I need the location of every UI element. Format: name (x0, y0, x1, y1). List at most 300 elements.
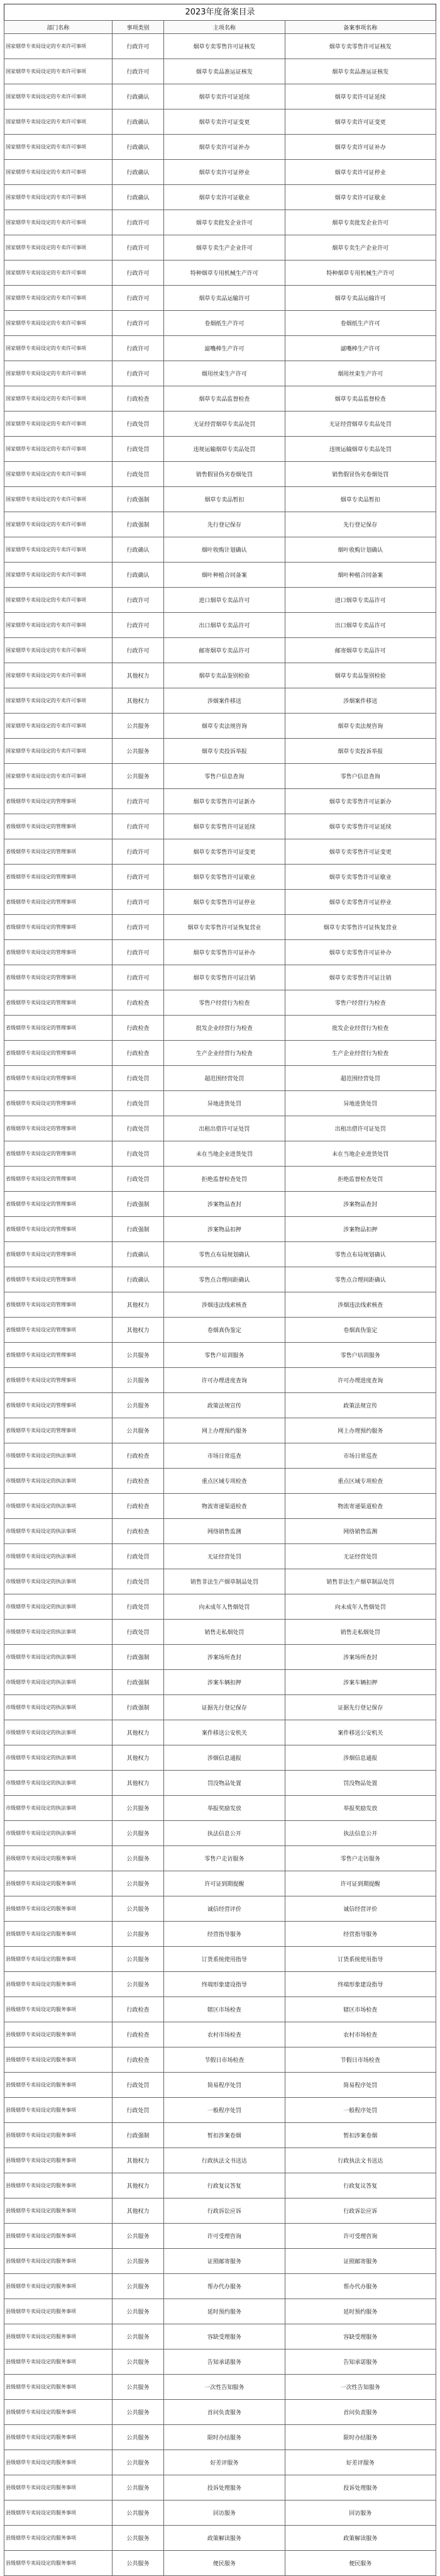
filing-item-cell: 经营指导服务 (285, 1922, 436, 1947)
category-cell: 行政处罚 (112, 1620, 163, 1645)
table-row (4, 739, 436, 764)
table-row (4, 1267, 436, 1292)
table-row (4, 412, 436, 437)
category-cell: 行政许可 (112, 235, 163, 260)
filing-item-cell: 重点区域专项检查 (285, 1469, 436, 1494)
filing-item-cell: 烟草专卖品运输许可 (285, 286, 436, 311)
table-row (4, 1594, 436, 1620)
filing-item-cell: 行政执法文书送达 (285, 2148, 436, 2173)
main-item-cell: 涉案物品查封 (164, 1192, 285, 1217)
main-item-cell: 生产企业经营行为检查 (164, 1041, 285, 1066)
category-cell: 公共服务 (112, 714, 163, 739)
department-cell: 国家烟草专卖局设定的专卖许可事项 (4, 663, 113, 688)
filing-item-cell: 烟草专卖零售许可证核发 (285, 34, 436, 59)
table-body (4, 34, 436, 2576)
main-item-cell: 举报奖励发放 (164, 1796, 285, 1821)
category-cell: 其他权力 (112, 1771, 163, 1796)
table-row (4, 84, 436, 109)
column-header-main-item: 主项名称 (164, 21, 285, 34)
category-cell: 行政许可 (112, 361, 163, 386)
filing-item-cell: 烟草专卖品暂扣 (285, 487, 436, 512)
category-cell: 其他权力 (112, 2173, 163, 2198)
table-row (4, 2450, 436, 2475)
table-row (4, 2148, 436, 2173)
main-item-cell: 案件移送公安机关 (164, 1720, 285, 1745)
table-row (4, 2073, 436, 2098)
department-cell: 县级烟草专卖局设定的服务事项 (4, 2123, 113, 2148)
table-row (4, 1896, 436, 1922)
table-row (4, 789, 436, 814)
main-item-cell: 拒绝监督检查处罚 (164, 1167, 285, 1192)
category-cell: 行政确认 (112, 135, 163, 160)
table-row (4, 1846, 436, 1871)
main-item-cell: 未在当地企业进货处罚 (164, 1141, 285, 1167)
department-cell: 省级烟草专卖局设定的管理事项 (4, 915, 113, 940)
main-item-cell: 证据先行登记保存 (164, 1695, 285, 1720)
department-cell: 县级烟草专卖局设定的服务事项 (4, 1896, 113, 1922)
category-cell: 公共服务 (112, 1922, 163, 1947)
filing-item-cell: 许可受理咨询 (285, 2224, 436, 2249)
category-cell: 行政许可 (112, 915, 163, 940)
main-item-cell: 政策法规宣传 (164, 1393, 285, 1418)
category-cell: 公共服务 (112, 739, 163, 764)
department-cell: 省级烟草专卖局设定的管理事项 (4, 865, 113, 890)
filing-item-cell: 政策法规宣传 (285, 1393, 436, 1418)
main-item-cell: 烟草专卖许可证变更 (164, 109, 285, 135)
filing-item-cell: 特种烟草专用机械生产许可 (285, 260, 436, 286)
main-item-cell: 烟草专卖品监督检查 (164, 386, 285, 412)
category-cell: 行政处罚 (112, 2098, 163, 2123)
main-item-cell: 烟叶种植合同备案 (164, 563, 285, 588)
document-title: 2023年度备案目录 (4, 4, 436, 20)
main-item-cell: 辖区市场检查 (164, 1997, 285, 2022)
filing-item-cell: 证据先行登记保存 (285, 1695, 436, 1720)
filing-item-cell: 批发企业经营行为检查 (285, 1016, 436, 1041)
table-row (4, 135, 436, 160)
department-cell: 国家烟草专卖局设定的专卖许可事项 (4, 764, 113, 789)
department-cell: 国家烟草专卖局设定的专卖许可事项 (4, 135, 113, 160)
table-row (4, 361, 436, 386)
main-item-cell: 销售走私烟处罚 (164, 1620, 285, 1645)
table-row (4, 2224, 436, 2249)
main-item-cell: 零售点合理间距确认 (164, 1267, 285, 1292)
table-row (4, 210, 436, 235)
table-row (4, 839, 436, 865)
department-cell: 省级烟草专卖局设定的管理事项 (4, 1217, 113, 1242)
main-item-cell: 订货系统使用指导 (164, 1947, 285, 1972)
department-cell: 县级烟草专卖局设定的服务事项 (4, 2022, 113, 2047)
table-row (4, 2249, 436, 2274)
filing-item-cell: 超范围经营处罚 (285, 1066, 436, 1091)
filing-item-cell: 终端形象建设指导 (285, 1972, 436, 1997)
main-item-cell: 向未成年人售烟处罚 (164, 1594, 285, 1620)
department-cell: 省级烟草专卖局设定的管理事项 (4, 990, 113, 1016)
main-item-cell: 烟草专卖许可证歇业 (164, 185, 285, 210)
department-cell: 国家烟草专卖局设定的专卖许可事项 (4, 109, 113, 135)
department-cell: 市级烟草专卖局设定的执法事项 (4, 1620, 113, 1645)
table-row (4, 1343, 436, 1368)
main-item-cell: 超范围经营处罚 (164, 1066, 285, 1091)
main-item-cell: 帮办代办服务 (164, 2274, 285, 2299)
main-item-cell: 行政诉讼应诉 (164, 2198, 285, 2224)
department-cell: 省级烟草专卖局设定的管理事项 (4, 1192, 113, 1217)
department-cell: 国家烟草专卖局设定的专卖许可事项 (4, 613, 113, 638)
category-cell: 行政检查 (112, 990, 163, 1016)
main-item-cell: 烟草专卖零售许可证歇业 (164, 865, 285, 890)
table-row (4, 2098, 436, 2123)
table-row (4, 1947, 436, 1972)
department-cell: 市级烟草专卖局设定的执法事项 (4, 1594, 113, 1620)
filing-item-cell: 便民服务 (285, 2551, 436, 2576)
table-row (4, 1066, 436, 1091)
category-cell: 行政处罚 (112, 1569, 163, 1594)
department-cell: 县级烟草专卖局设定的服务事项 (4, 2375, 113, 2400)
table-row (4, 1494, 436, 1519)
filing-item-cell: 烟草专卖品准运证核发 (285, 59, 436, 84)
department-cell: 省级烟草专卖局设定的管理事项 (4, 814, 113, 839)
table-row (4, 965, 436, 990)
table-row (4, 1796, 436, 1821)
category-cell: 行政检查 (112, 1519, 163, 1544)
table-row (4, 2400, 436, 2425)
department-cell: 市级烟草专卖局设定的执法事项 (4, 1771, 113, 1796)
filing-item-cell: 暂扣涉案卷烟 (285, 2123, 436, 2148)
main-item-cell: 出口烟草专卖品许可 (164, 613, 285, 638)
main-item-cell: 网上办理预约服务 (164, 1418, 285, 1443)
filing-item-cell: 烟草专卖许可证变更 (285, 109, 436, 135)
department-cell: 国家烟草专卖局设定的专卖许可事项 (4, 688, 113, 714)
category-cell: 行政强制 (112, 1645, 163, 1670)
department-cell: 省级烟草专卖局设定的管理事项 (4, 1393, 113, 1418)
main-item-cell: 回访服务 (164, 2500, 285, 2526)
filing-item-cell: 零售户培训服务 (285, 1343, 436, 1368)
department-cell: 省级烟草专卖局设定的管理事项 (4, 1418, 113, 1443)
filing-item-cell: 烟用丝束生产许可 (285, 361, 436, 386)
department-cell: 市级烟草专卖局设定的执法事项 (4, 1695, 113, 1720)
department-cell: 国家烟草专卖局设定的专卖许可事项 (4, 34, 113, 59)
main-item-cell: 无证经营烟草专卖品处罚 (164, 412, 285, 437)
department-cell: 县级烟草专卖局设定的服务事项 (4, 2249, 113, 2274)
department-cell: 县级烟草专卖局设定的服务事项 (4, 2551, 113, 2576)
table-row (4, 235, 436, 260)
table-row (4, 2123, 436, 2148)
main-item-cell: 烟草专卖零售许可证核发 (164, 34, 285, 59)
filing-item-cell: 举报奖励发放 (285, 1796, 436, 1821)
category-cell: 行政检查 (112, 2047, 163, 2073)
table-row (4, 1997, 436, 2022)
filing-item-cell: 涉案物品查封 (285, 1192, 436, 1217)
department-cell: 国家烟草专卖局设定的专卖许可事项 (4, 386, 113, 412)
filing-item-cell: 涉案场所查封 (285, 1645, 436, 1670)
category-cell: 行政许可 (112, 839, 163, 865)
main-item-cell: 涉案车辆扣押 (164, 1670, 285, 1695)
table-row (4, 2349, 436, 2375)
department-cell: 国家烟草专卖局设定的专卖许可事项 (4, 311, 113, 336)
main-item-cell: 限时办结服务 (164, 2425, 285, 2450)
main-item-cell: 零售户培训服务 (164, 1343, 285, 1368)
department-cell: 省级烟草专卖局设定的管理事项 (4, 1292, 113, 1318)
filing-item-cell: 烟草专卖许可证歇业 (285, 185, 436, 210)
category-cell: 行政强制 (112, 487, 163, 512)
filing-item-cell: 容缺受理服务 (285, 2324, 436, 2349)
table-row (4, 1922, 436, 1947)
category-cell: 行政检查 (112, 1016, 163, 1041)
main-item-cell: 烟草专卖法规咨询 (164, 714, 285, 739)
category-cell: 行政许可 (112, 814, 163, 839)
main-item-cell: 便民服务 (164, 2551, 285, 2576)
main-item-cell: 零售户信息查询 (164, 764, 285, 789)
department-cell: 省级烟草专卖局设定的管理事项 (4, 1368, 113, 1393)
department-cell: 国家烟草专卖局设定的专卖许可事项 (4, 286, 113, 311)
table-row (4, 1871, 436, 1896)
table-row (4, 2425, 436, 2450)
filing-item-cell: 限时办结服务 (285, 2425, 436, 2450)
filing-item-cell: 回访服务 (285, 2500, 436, 2526)
main-item-cell: 涉案物品扣押 (164, 1217, 285, 1242)
table-row (4, 1569, 436, 1594)
main-item-cell: 烟草专卖品鉴别检验 (164, 663, 285, 688)
filing-item-cell: 烟草专卖投诉举报 (285, 739, 436, 764)
department-cell: 县级烟草专卖局设定的服务事项 (4, 2047, 113, 2073)
filing-item-cell: 烟叶收购计划确认 (285, 537, 436, 563)
main-item-cell: 物流寄递渠道检查 (164, 1494, 285, 1519)
filing-item-cell: 销售假冒伪劣卷烟处罚 (285, 462, 436, 487)
category-cell: 其他权力 (112, 2198, 163, 2224)
category-cell: 其他权力 (112, 1745, 163, 1771)
filing-item-cell: 无证经营烟草专卖品处罚 (285, 412, 436, 437)
filing-item-cell: 一次性告知服务 (285, 2375, 436, 2400)
filing-item-cell: 烟草专卖许可证补办 (285, 135, 436, 160)
category-cell: 行政许可 (112, 59, 163, 84)
filing-item-cell: 零售点合理间距确认 (285, 1267, 436, 1292)
main-item-cell: 先行登记保存 (164, 512, 285, 537)
category-cell: 公共服务 (112, 764, 163, 789)
category-cell: 其他权力 (112, 688, 163, 714)
category-cell: 行政强制 (112, 1192, 163, 1217)
category-cell: 公共服务 (112, 1947, 163, 1972)
category-cell: 行政许可 (112, 260, 163, 286)
category-cell: 行政确认 (112, 160, 163, 185)
table-row (4, 613, 436, 638)
table-row (4, 462, 436, 487)
filing-item-cell: 拒绝监督检查处罚 (285, 1167, 436, 1192)
department-cell: 市级烟草专卖局设定的执法事项 (4, 1670, 113, 1695)
filing-item-cell: 未在当地企业进货处罚 (285, 1141, 436, 1167)
department-cell: 省级烟草专卖局设定的管理事项 (4, 1041, 113, 1066)
table-row (4, 2375, 436, 2400)
department-cell: 国家烟草专卖局设定的专卖许可事项 (4, 437, 113, 462)
category-cell: 公共服务 (112, 1368, 163, 1393)
category-cell: 行政处罚 (112, 1141, 163, 1167)
main-item-cell: 涉案场所查封 (164, 1645, 285, 1670)
table-row (4, 865, 436, 890)
registry-table (4, 20, 436, 2576)
table-row (4, 1016, 436, 1041)
table-row (4, 2551, 436, 2576)
department-cell: 县级烟草专卖局设定的服务事项 (4, 2299, 113, 2324)
department-cell: 国家烟草专卖局设定的专卖许可事项 (4, 537, 113, 563)
department-cell: 国家烟草专卖局设定的专卖许可事项 (4, 714, 113, 739)
table-row (4, 59, 436, 84)
department-cell: 省级烟草专卖局设定的管理事项 (4, 1016, 113, 1041)
table-row (4, 1443, 436, 1469)
main-item-cell: 烟草专卖零售许可证恢复营业 (164, 915, 285, 940)
category-cell: 公共服务 (112, 2349, 163, 2375)
filing-item-cell: 滤嘴棒生产许可 (285, 336, 436, 361)
main-item-cell: 批发企业经营行为检查 (164, 1016, 285, 1041)
main-item-cell: 滤嘴棒生产许可 (164, 336, 285, 361)
table-row (4, 1695, 436, 1720)
filing-item-cell: 烟叶种植合同备案 (285, 563, 436, 588)
category-cell: 行政确认 (112, 537, 163, 563)
table-row (4, 1368, 436, 1393)
table-row (4, 311, 436, 336)
filing-item-cell: 一般程序处罚 (285, 2098, 436, 2123)
table-row (4, 1167, 436, 1192)
main-item-cell: 异地进货处罚 (164, 1091, 285, 1116)
main-item-cell: 烟草专卖品运输许可 (164, 286, 285, 311)
main-item-cell: 出租出借许可证处罚 (164, 1116, 285, 1141)
main-item-cell: 烟草专卖生产企业许可 (164, 235, 285, 260)
department-cell: 县级烟草专卖局设定的服务事项 (4, 2324, 113, 2349)
table-row (4, 185, 436, 210)
table-row (4, 1645, 436, 1670)
table-row (4, 336, 436, 361)
table-row (4, 437, 436, 462)
category-cell: 行政处罚 (112, 1066, 163, 1091)
filing-item-cell: 零售户信息查询 (285, 764, 436, 789)
main-item-cell: 烟草专卖许可证停业 (164, 160, 285, 185)
department-cell: 县级烟草专卖局设定的服务事项 (4, 2526, 113, 2551)
main-item-cell: 许可办理进度查询 (164, 1368, 285, 1393)
table-row (4, 638, 436, 663)
filing-item-cell: 邮寄烟草专卖品许可 (285, 638, 436, 663)
category-cell: 其他权力 (112, 2148, 163, 2173)
category-cell: 行政确认 (112, 1267, 163, 1292)
filing-item-cell: 涉烟案件移送 (285, 688, 436, 714)
column-header-department: 部门名称 (4, 21, 113, 34)
department-cell: 国家烟草专卖局设定的专卖许可事项 (4, 59, 113, 84)
main-item-cell: 终端形象建设指导 (164, 1972, 285, 1997)
category-cell: 行政许可 (112, 311, 163, 336)
department-cell: 国家烟草专卖局设定的专卖许可事项 (4, 412, 113, 437)
department-cell: 市级烟草专卖局设定的执法事项 (4, 1645, 113, 1670)
category-cell: 公共服务 (112, 2450, 163, 2475)
table-row (4, 2047, 436, 2073)
department-cell: 省级烟草专卖局设定的管理事项 (4, 1318, 113, 1343)
main-item-cell: 烟草专卖零售许可证停业 (164, 890, 285, 915)
filing-item-cell: 涉案车辆扣押 (285, 1670, 436, 1695)
category-cell: 公共服务 (112, 1418, 163, 1443)
department-cell: 国家烟草专卖局设定的专卖许可事项 (4, 84, 113, 109)
main-item-cell: 烟用丝束生产许可 (164, 361, 285, 386)
table-row (4, 2500, 436, 2526)
table-row (4, 1217, 436, 1242)
filing-item-cell: 诚信经营评价 (285, 1896, 436, 1922)
category-cell: 行政确认 (112, 109, 163, 135)
department-cell: 市级烟草专卖局设定的执法事项 (4, 1544, 113, 1569)
category-cell: 公共服务 (112, 2400, 163, 2425)
department-cell: 市级烟草专卖局设定的执法事项 (4, 1720, 113, 1745)
department-cell: 县级烟草专卖局设定的服务事项 (4, 2500, 113, 2526)
category-cell: 行政许可 (112, 865, 163, 890)
table-row (4, 2324, 436, 2349)
category-cell: 行政处罚 (112, 462, 163, 487)
department-cell: 县级烟草专卖局设定的服务事项 (4, 2475, 113, 2500)
filing-item-cell: 网络销售监测 (285, 1519, 436, 1544)
main-item-cell: 延时预约服务 (164, 2299, 285, 2324)
department-cell: 国家烟草专卖局设定的专卖许可事项 (4, 210, 113, 235)
department-cell: 国家烟草专卖局设定的专卖许可事项 (4, 336, 113, 361)
table-row (4, 2198, 436, 2224)
department-cell: 省级烟草专卖局设定的管理事项 (4, 839, 113, 865)
table-row (4, 1745, 436, 1771)
main-item-cell: 涉烟案件移送 (164, 688, 285, 714)
main-item-cell: 投诉处理服务 (164, 2475, 285, 2500)
filing-item-cell: 烟草专卖零售许可证延续 (285, 814, 436, 839)
filing-item-cell: 烟草专卖零售许可证补办 (285, 940, 436, 965)
filing-item-cell: 烟草专卖品监督检查 (285, 386, 436, 412)
table-row (4, 34, 436, 59)
department-cell: 市级烟草专卖局设定的执法事项 (4, 1745, 113, 1771)
category-cell: 公共服务 (112, 2324, 163, 2349)
filing-item-cell: 异地进货处罚 (285, 1091, 436, 1116)
category-cell: 公共服务 (112, 1343, 163, 1368)
table-row (4, 1469, 436, 1494)
filing-item-cell: 订货系统使用指导 (285, 1947, 436, 1972)
department-cell: 国家烟草专卖局设定的专卖许可事项 (4, 260, 113, 286)
main-item-cell: 烟草专卖零售许可证补办 (164, 940, 285, 965)
main-item-cell: 诚信经营评价 (164, 1896, 285, 1922)
table-row (4, 1670, 436, 1695)
category-cell: 公共服务 (112, 2274, 163, 2299)
main-item-cell: 零售户经营行为检查 (164, 990, 285, 1016)
main-item-cell: 烟叶收购计划确认 (164, 537, 285, 563)
table-row (4, 286, 436, 311)
category-cell: 行政检查 (112, 1494, 163, 1519)
main-item-cell: 进口烟草专卖品许可 (164, 588, 285, 613)
column-header-filing-item: 备案事项名称 (285, 21, 436, 34)
filing-item-cell: 行政复议答复 (285, 2173, 436, 2198)
main-item-cell: 许可受理咨询 (164, 2224, 285, 2249)
department-cell: 市级烟草专卖局设定的执法事项 (4, 1821, 113, 1846)
category-cell: 其他权力 (112, 1318, 163, 1343)
table-row (4, 487, 436, 512)
category-cell: 行政强制 (112, 1695, 163, 1720)
table-row (4, 1393, 436, 1418)
filing-item-cell: 涉烟信息通报 (285, 1745, 436, 1771)
department-cell: 省级烟草专卖局设定的管理事项 (4, 1343, 113, 1368)
department-cell: 市级烟草专卖局设定的执法事项 (4, 1443, 113, 1469)
main-item-cell: 卷烟真伪鉴定 (164, 1318, 285, 1343)
main-item-cell: 一次性告知服务 (164, 2375, 285, 2400)
filing-item-cell: 生产企业经营行为检查 (285, 1041, 436, 1066)
table-row (4, 2274, 436, 2299)
main-item-cell: 经营指导服务 (164, 1922, 285, 1947)
filing-item-cell: 零售户走访服务 (285, 1846, 436, 1871)
category-cell: 行政检查 (112, 1997, 163, 2022)
table-row (4, 1318, 436, 1343)
department-cell: 省级烟草专卖局设定的管理事项 (4, 1116, 113, 1141)
category-cell: 行政处罚 (112, 1594, 163, 1620)
department-cell: 省级烟草专卖局设定的管理事项 (4, 940, 113, 965)
filing-item-cell: 市场日常巡查 (285, 1443, 436, 1469)
table-row (4, 1821, 436, 1846)
table-row (4, 160, 436, 185)
main-item-cell: 农村市场检查 (164, 2022, 285, 2047)
main-item-cell: 零售点布局规划确认 (164, 1242, 285, 1267)
department-cell: 县级烟草专卖局设定的服务事项 (4, 1972, 113, 1997)
